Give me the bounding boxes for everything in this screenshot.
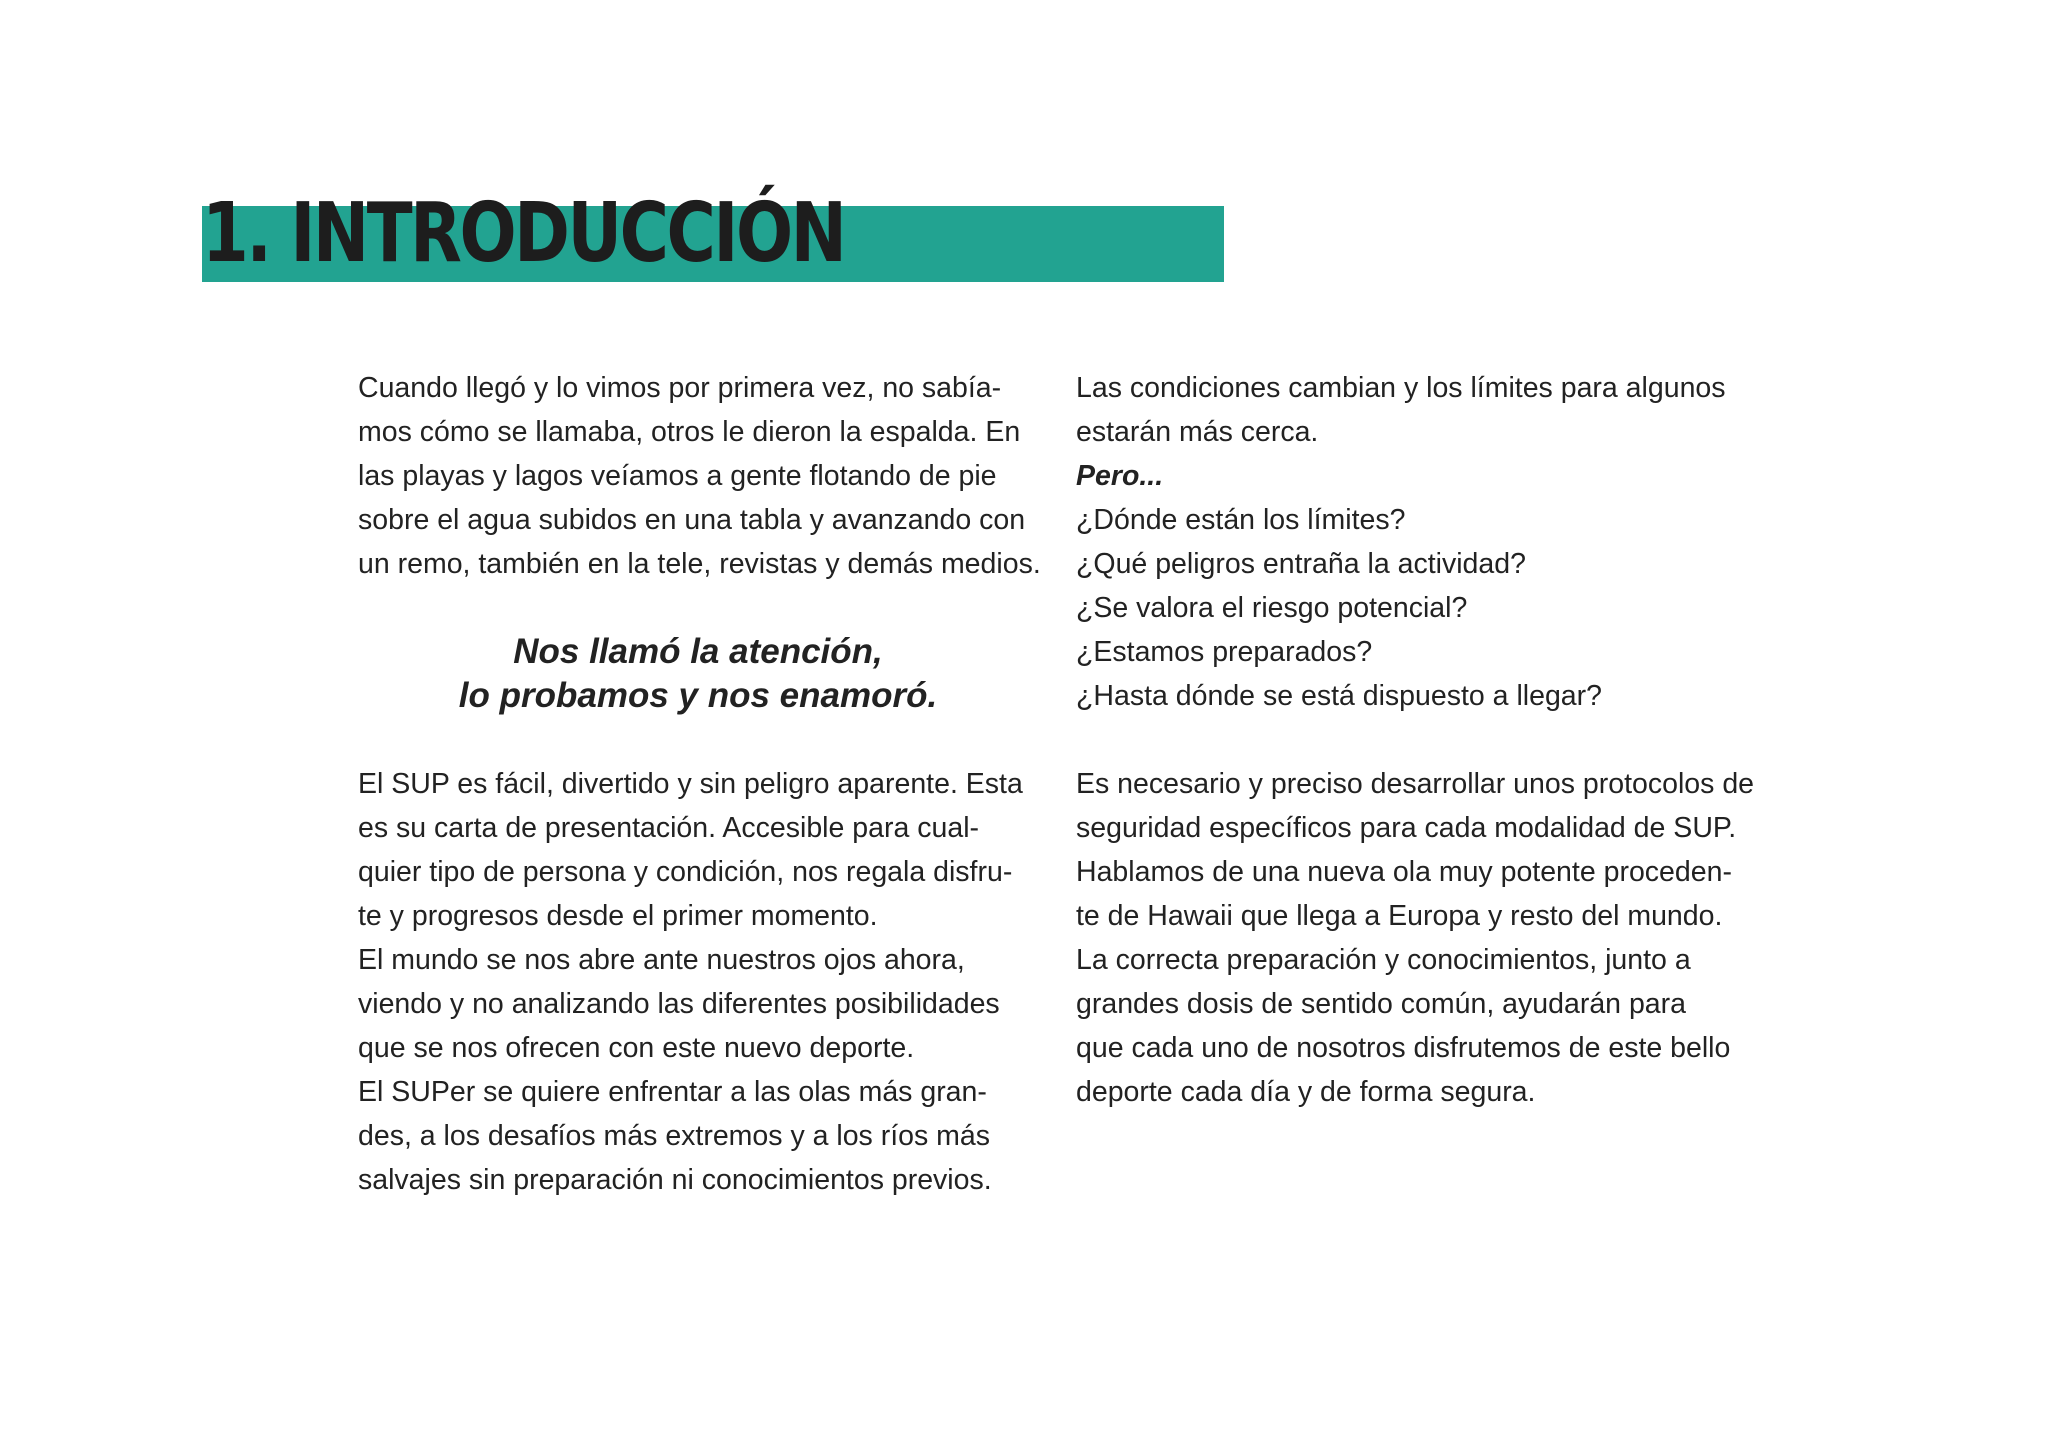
text-line: te de Hawaii que llega a Europa y resto del mundo. xyxy=(1076,900,1723,932)
text-line: viendo y no analizando las diferentes posibilidades xyxy=(358,988,1000,1020)
text-line: es su carta de presentación. Accesible para cual- xyxy=(358,812,980,844)
spacer xyxy=(358,718,1058,762)
text-line: estarán más cerca. xyxy=(1076,416,1319,448)
text-line: mos cómo se llamaba, otros le dieron la espalda. En xyxy=(358,416,1021,448)
right-column xyxy=(1076,366,1776,1114)
text-line: quier tipo de persona y condición, nos regala disfru- xyxy=(358,856,1013,888)
page-title: 1. INTRODUCCIÓN xyxy=(202,186,845,281)
text-line: que se nos ofrecen con este nuevo deporte. xyxy=(358,1032,915,1064)
text-line: des, a los desafíos más extremos y a los ríos más xyxy=(358,1120,990,1152)
text-line: las playas y lagos veíamos a gente flotando de pie xyxy=(358,460,997,492)
text-line: sobre el agua subidos en una tabla y avanzando con xyxy=(358,504,1026,536)
question-line: ¿Qué peligros entraña la actividad? xyxy=(1076,548,1526,580)
text-line: grandes dosis de sentido común, ayudarán para xyxy=(1076,988,1686,1020)
conditions-paragraph xyxy=(1076,366,1776,718)
quote-line: Nos llamó la atención, xyxy=(513,632,883,671)
pull-quote xyxy=(358,630,1038,718)
body-paragraph xyxy=(358,762,1058,1202)
text-line: Es necesario y preciso desarrollar unos protocolos de xyxy=(1076,768,1755,800)
text-line: El mundo se nos abre ante nuestros ojos ahora, xyxy=(358,944,965,976)
text-line: deporte cada día y de forma segura. xyxy=(1076,1076,1536,1108)
text-line: que cada uno de nosotros disfrutemos de este bello xyxy=(1076,1032,1731,1064)
text-line: Las condiciones cambian y los límites para algunos xyxy=(1076,372,1726,404)
quote-line: lo probamos y nos enamoró. xyxy=(458,676,938,715)
text-line: Cuando llegó y lo vimos por primera vez, no sabía- xyxy=(358,372,1002,404)
closing-paragraph xyxy=(1076,762,1776,1114)
text-line: un remo, también en la tele, revistas y demás medios. xyxy=(358,548,1041,580)
text-line: La correcta preparación y conocimientos, junto a xyxy=(1076,944,1691,976)
emphasis-text: Pero... xyxy=(1076,460,1164,492)
text-line: salvajes sin preparación ni conocimientos previos. xyxy=(358,1164,992,1196)
question-line: ¿Dónde están los límites? xyxy=(1076,504,1406,536)
spacer xyxy=(1076,718,1776,762)
text-line: El SUPer se quiere enfrentar a las olas más gran- xyxy=(358,1076,987,1108)
text-line: El SUP es fácil, divertido y sin peligro aparente. Esta xyxy=(358,768,1023,800)
spacer xyxy=(358,586,1058,630)
left-column xyxy=(358,366,1058,1202)
text-line: seguridad específicos para cada modalidad de SUP. xyxy=(1076,812,1737,844)
text-line: Hablamos de una nueva ola muy potente proceden- xyxy=(1076,856,1732,888)
text-line: te y progresos desde el primer momento. xyxy=(358,900,878,932)
question-line: ¿Hasta dónde se está dispuesto a llegar? xyxy=(1076,680,1602,712)
intro-paragraph xyxy=(358,366,1058,586)
question-line: ¿Se valora el riesgo potencial? xyxy=(1076,592,1468,624)
question-line: ¿Estamos preparados? xyxy=(1076,636,1373,668)
